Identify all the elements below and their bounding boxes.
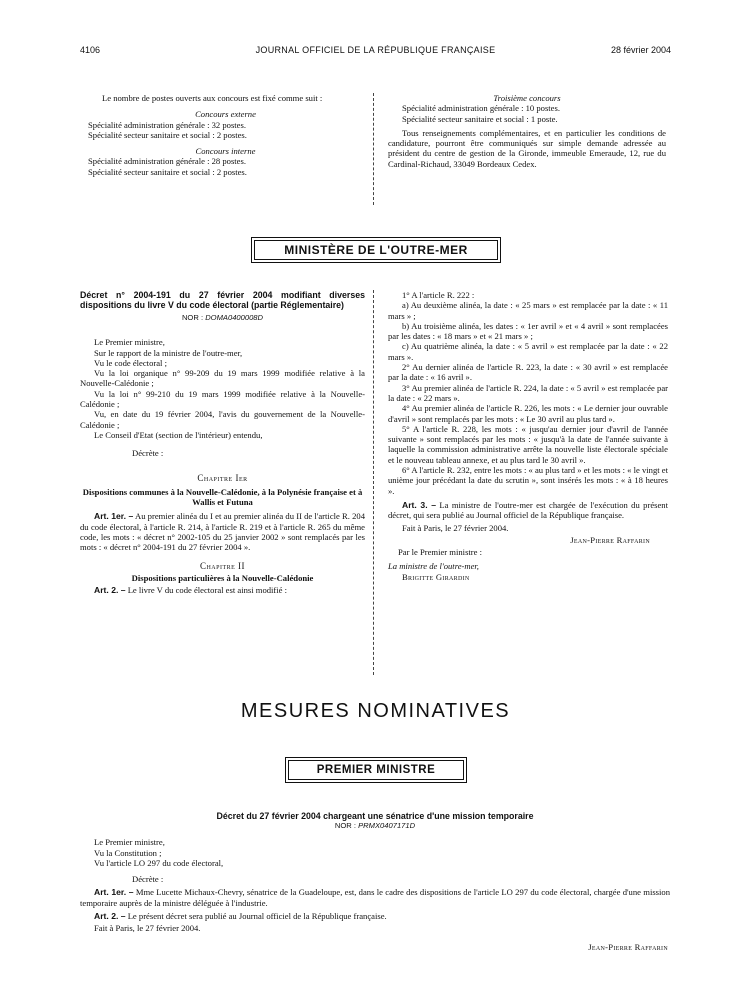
concours-externe-title: Concours externe — [195, 109, 256, 120]
decree-paragraph: 4° Au premier alinéa de l'article R. 226, les mots : « Le dernier jour ouvrable d'avril » sont remplacés par les mots : « Le 30 avril au plus tard ». — [388, 403, 668, 424]
concours-troisieme-title: Troisième concours — [493, 93, 561, 103]
ministry-heading-box — [251, 237, 501, 263]
journal-title: JOURNAL OFFICIEL DE LA RÉPUBLIQUE FRANÇAISE — [255, 45, 496, 55]
column-divider — [373, 290, 374, 675]
article-text: Le livre V du code électoral est ainsi modifié : — [127, 585, 288, 596]
concours-line: Spécialité secteur sanitaire et social : 2 postes. — [88, 129, 247, 140]
nor-value: PRMX0407171D — [358, 821, 416, 830]
preamble-line: Vu la loi organique n° 99-209 du 19 mars 1999 modifiée relative à la Nouvelle-Calédonie ; — [80, 368, 365, 389]
preamble-line: Le Conseil d'Etat (section de l'intérieur) entendu, — [94, 429, 263, 440]
nor-label: NOR : — [181, 313, 204, 322]
concours-line: Spécialité administration générale : 10 postes. — [402, 103, 560, 114]
decrete: Décrète : — [132, 448, 164, 459]
article-label: Art. 1er. – — [94, 887, 134, 898]
mesures-nominatives-heading: MESURES NOMINATIVES — [240, 700, 511, 722]
decree-title: Décret n° 2004-191 du 27 février 2004 modifiant diverses dispositions du livre V du code électoral (partie Réglementaire) — [80, 290, 365, 310]
article-text: Le présent décret sera publié au Journal officiel de la République française. — [127, 911, 387, 922]
preamble-line: Vu le code électoral ; — [94, 357, 167, 368]
par-le-premier-ministre: Par le Premier ministre : — [398, 547, 483, 558]
article-text: Au premier alinéa du I et au premier alinéa du II de l'article R. 204 du code électoral, à l'article R. 214, à l'article R. 219 et à l'article R. 265 du même code, les mots : « décret n° 2002-105 du 25 janvier 2002 » sont remplacés par les mots : « décret n° 2004-191 du 27 février 2004 ». — [80, 511, 365, 553]
preamble-line: Le Premier ministre, — [94, 337, 165, 348]
page-number: 4106 — [80, 45, 101, 55]
decree-paragraph: 2° Au dernier alinéa de l'article R. 223, la date : « 30 avril » est remplacée par la date : « 16 avril ». — [388, 362, 668, 383]
ministry-name: PREMIER MINISTRE — [288, 760, 464, 780]
ministry-heading-box — [285, 757, 467, 783]
decree-paragraph: a) Au deuxième alinéa, la date : « 25 mars » est remplacée par la date : « 11 mars » ; — [388, 300, 668, 321]
decree-paragraph: c) Au quatrième alinéa, la date : « 5 avril » est remplacée par la date : « 22 mars ». — [388, 341, 668, 362]
preamble-line: Vu la loi n° 99-210 du 19 mars 1999 modifiée relative à la Nouvelle-Calédonie ; — [80, 388, 365, 410]
article-label: Art. 3. – — [402, 499, 436, 510]
decree1-left-column — [80, 290, 365, 596]
header-date: 28 février 2004 — [610, 45, 671, 55]
preamble-line: Le Premier ministre, — [94, 837, 165, 848]
decrete: Décrète : — [132, 874, 164, 885]
fait-a-paris: Fait à Paris, le 27 février 2004. — [94, 923, 201, 934]
concours-intro: Le nombre de postes ouverts aux concours est fixé comme suit : — [102, 93, 323, 103]
preamble-line: Vu la Constitution ; — [94, 847, 162, 858]
article-label: Art. 1er. – — [94, 511, 134, 522]
chapter-1-label: Chapitre Ier — [197, 472, 248, 483]
concours-left-column — [88, 93, 363, 177]
decree-title: Décret du 27 février 2004 chargeant une sénatrice d'une mission temporaire — [216, 811, 534, 821]
chapter-1-title: Dispositions communes à la Nouvelle-Calédonie, à la Polynésie française et à Wallis et Futuna — [82, 486, 363, 508]
article-label: Art. 2. – — [94, 585, 126, 596]
concours-line: Spécialité administration générale : 32 postes. — [88, 119, 246, 130]
signatory: Jean-Pierre Raffarin — [570, 534, 650, 545]
article-text: Mme Lucette Michaux-Chevry, sénatrice de la Guadeloupe, est, dans le cadre des dispositions de l'article LO 297 du code électoral, chargée d'une mission temporaire auprès de la ministre déléguée à l'industrie. — [80, 887, 671, 908]
decree-preamble — [80, 837, 670, 868]
decree-preamble — [80, 337, 365, 440]
decree1-right-column — [388, 290, 668, 582]
decree-paragraph: 3° Au premier alinéa de l'article R. 224, la date : « 5 avril » est remplacée par la date : « 22 mars ». — [388, 382, 668, 403]
nor-value: DOMA0400008D — [205, 313, 264, 322]
signatory: Jean-Pierre Raffarin — [588, 941, 668, 952]
chapter-2-title: Dispositions particulières à la Nouvelle-Calédonie — [131, 572, 314, 583]
decree2-body — [80, 811, 670, 952]
column-divider — [373, 93, 374, 205]
concours-right-column — [388, 93, 666, 169]
concours-renseignements: Tous renseignements complémentaires, et en particulier les conditions de candidature, pourront être communiqués sur simple demande adressée au président du centre de gestion de la Gironde, immeuble Emeraude, 12, rue du Cardinal-Richaud, 33049 Bordeaux Cedex. — [388, 127, 666, 169]
preamble-line: Sur le rapport de la ministre de l'outre-mer, — [94, 347, 243, 358]
concours-line: Spécialité secteur sanitaire et social : 2 postes. — [88, 166, 247, 177]
decree-paragraph: b) Au troisième alinéa, les dates : « 1er avril » et « 4 avril » sont remplacées par les dates : « 18 mars » et « 21 mars » ; — [388, 320, 668, 342]
ministre-name: Brigitte Girardin — [402, 571, 470, 582]
fait-a-paris: Fait à Paris, le 27 février 2004. — [402, 522, 509, 533]
concours-line: Spécialité secteur sanitaire et social : 1 poste. — [402, 113, 558, 124]
decree-paragraph: 5° A l'article R. 228, les mots : « jusqu'au dernier jour d'avril de l'année suivante » sont remplacés par les mots : « jusqu'à la date de l'année suivante à laquelle la commission administrative arrête la nouvelle liste électorale spéciale et le nouveau tableau annexe, et au plus tard le 30 avril ». — [388, 423, 668, 465]
nor-label: NOR : — [334, 821, 356, 830]
decree-paragraph: 1° A l'article R. 222 : — [402, 290, 475, 300]
article-text: La ministre de l'outre-mer est chargée de l'exécution du présent décret, qui sera publié au Journal officiel de la République française. — [388, 499, 668, 521]
preamble-line: Vu, en date du 19 février 2004, l'avis du gouvernement de la Nouvelle-Calédonie ; — [80, 409, 365, 430]
decree-paragraph: 6° A l'article R. 232, entre les mots : « au plus tard » et les mots : « le vingt et unième jour précédant la date du scrutin », sont insérés les mots : « à 18 heures ». — [388, 465, 668, 496]
concours-interne-title: Concours interne — [195, 146, 256, 157]
concours-line: Spécialité administration générale : 28 postes. — [88, 156, 246, 167]
article-label: Art. 2. – — [94, 911, 126, 922]
chapter-2-label: Chapitre II — [199, 560, 246, 571]
preamble-line: Vu l'article LO 297 du code électoral, — [94, 857, 224, 868]
ministre-title: La ministre de l'outre-mer, — [388, 561, 479, 572]
ministry-name: MINISTÈRE DE L'OUTRE-MER — [254, 240, 498, 260]
